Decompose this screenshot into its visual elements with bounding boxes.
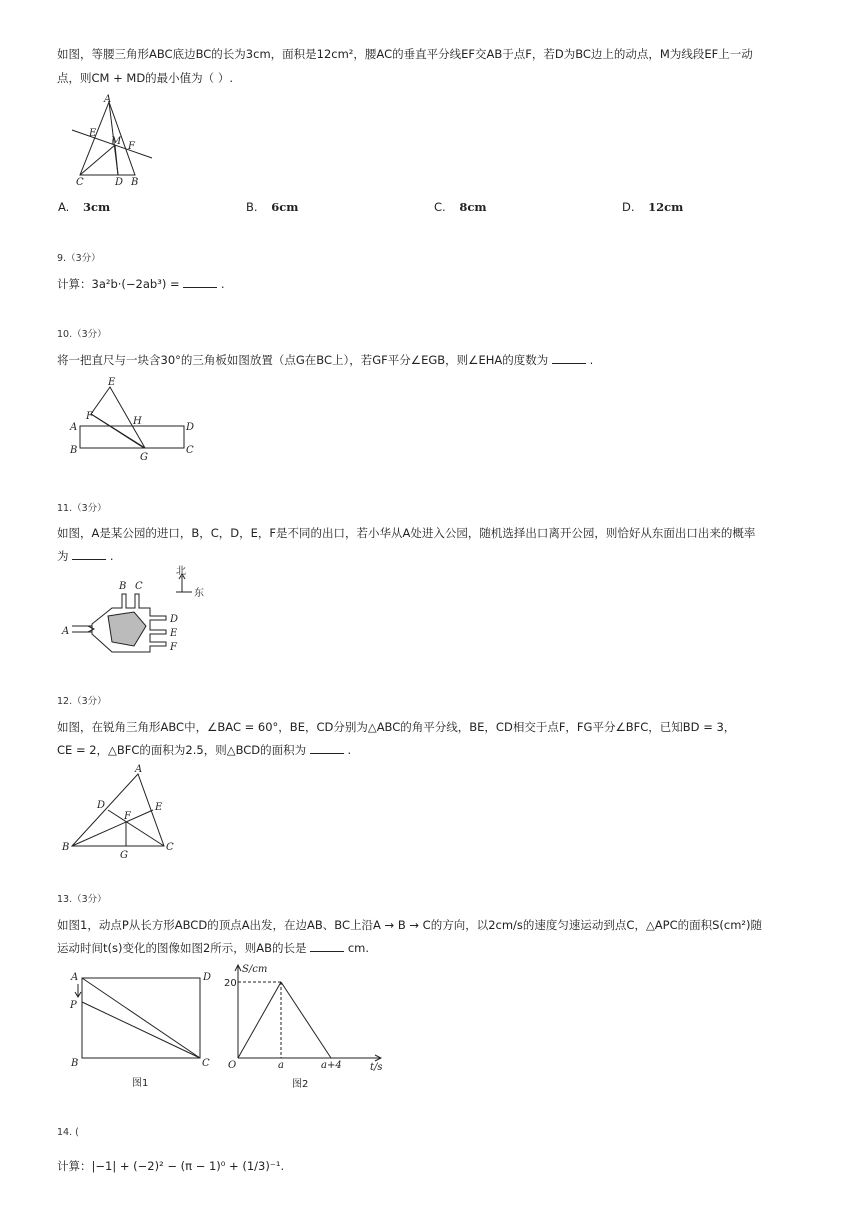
q11-label-b: B <box>119 581 127 592</box>
q8-label-c: C <box>76 177 84 188</box>
q13-fig2-xtick-a: a <box>278 1060 284 1071</box>
q11-line2: 为 . <box>57 549 114 563</box>
q8-label-f: F <box>128 141 135 152</box>
q10-ruler-triangle-figure <box>66 374 206 464</box>
q11-label-a: A <box>62 626 70 637</box>
q13-fig1-label-a: A <box>71 972 79 983</box>
q10-label-a: A <box>70 422 78 433</box>
q11-label-d: D <box>170 614 179 625</box>
q10-header: 10.（3分） <box>57 329 107 340</box>
q12-label-b: B <box>62 842 70 853</box>
q12-triangle-figure <box>60 762 190 862</box>
q13-fig2-x-label: t/s <box>370 1062 383 1073</box>
q11-label-c: C <box>135 581 143 592</box>
q13-fig2-xtick-a4: a+4 <box>321 1060 342 1071</box>
q12-label-e: E <box>155 802 163 813</box>
q12-header: 12.（3分） <box>57 696 107 707</box>
q10-label-g: G <box>140 452 148 463</box>
q13-fig2-peak-label: 20 <box>224 978 237 989</box>
q13-fig1-label-p: P <box>70 1000 77 1011</box>
q8-line1: 如图，等腰三角形ABC底边BC的长为3cm，面积是12cm²，腰AC的垂直平分线EF交AB于点F，若D为BC边上的动点，M为线段EF上一动 <box>57 47 753 61</box>
q8-option-a: A. 3cm <box>58 200 111 214</box>
q14-header: 14. ( <box>57 1127 79 1138</box>
q10-label-d: D <box>186 422 195 433</box>
q12-label-f: F <box>124 811 131 822</box>
q13-line2: 运动时间t(s)变化的图像如图2所示，则AB的长是 cm. <box>57 941 370 955</box>
q11-north-label: 北 <box>176 566 186 577</box>
q10-label-c: C <box>186 445 194 456</box>
q13-fig2-origin-label: O <box>228 1060 237 1071</box>
q13-line1: 如图1，动点P从长方形ABCD的顶点A出发，在边AB、BC上沿A → B → C的方向，以2cm/s的速度匀速运动到点C，△APC的面积S(cm²)随 <box>57 918 763 932</box>
q13-fig2-caption: 图2 <box>292 1079 309 1090</box>
q9-answer-blank[interactable] <box>183 277 217 288</box>
q12-label-a: A <box>135 764 143 775</box>
q10-label-f: F <box>86 411 93 422</box>
q12-label-d: D <box>97 800 106 811</box>
q12-label-c: C <box>166 842 174 853</box>
q8-label-m: M <box>111 136 122 147</box>
q11-label-f: F <box>170 642 177 653</box>
q9-text: 计算：3a²b·(−2ab³) = . <box>57 277 225 291</box>
q10-label-h: H <box>133 416 142 427</box>
q8-label-b: B <box>131 177 139 188</box>
q10-label-b: B <box>70 445 78 456</box>
q10-text: 将一把直尺与一块含30°的三角板如图放置（点G在BC上），若GF平分∠EGB，则∠EHA的度数为 . <box>57 353 594 367</box>
q13-fig1-label-d: D <box>203 972 212 983</box>
q8-label-e: E <box>89 128 97 139</box>
q8-label-d: D <box>115 177 124 188</box>
q12-line2: CE = 2，△BFC的面积为2.5，则△BCD的面积为 . <box>57 743 352 757</box>
q12-label-g: G <box>120 850 128 861</box>
q13-answer-blank[interactable] <box>310 941 344 952</box>
q8-line2: 点，则CM + MD的最小值为（ ）. <box>57 71 233 85</box>
q13-fig1-label-c: C <box>202 1058 210 1069</box>
q9-header: 9.（3分） <box>57 253 101 264</box>
q13-rectangle-figure <box>66 966 216 1091</box>
q13-fig1-label-b: B <box>71 1058 79 1069</box>
q12-line1: 如图，在锐角三角形ABC中，∠BAC = 60°，BE，CD分别为△ABC的角平分线，BE，CD相交于点F，FG平分∠BFC，已知BD = 3， <box>57 720 736 734</box>
q8-triangle-figure <box>60 92 170 192</box>
q11-header: 11.（3分） <box>57 503 107 514</box>
q11-park-figure <box>60 568 220 663</box>
q11-label-e: E <box>170 628 178 639</box>
q8-label-a: A <box>104 94 112 105</box>
q10-label-e: E <box>108 377 116 388</box>
q8-option-c: C. 8cm <box>434 200 487 214</box>
q8-option-d: D. 12cm <box>622 200 684 214</box>
q14-text: 计算：|−1| + (−2)² − (π − 1)⁰ + (1/3)⁻¹. <box>57 1159 285 1173</box>
q8-option-b: B. 6cm <box>246 200 299 214</box>
q11-answer-blank[interactable] <box>72 549 106 560</box>
q12-answer-blank[interactable] <box>310 743 344 754</box>
q13-fig2-y-label: S/cm <box>242 964 268 975</box>
q13-area-graph <box>222 960 392 1092</box>
q10-answer-blank[interactable] <box>552 353 586 364</box>
q11-line1: 如图，A是某公园的进口，B，C，D，E，F是不同的出口，若小华从A处进入公园，随机选择出口离开公园，则恰好从东面出口出来的概率 <box>57 526 756 540</box>
q13-fig1-caption: 图1 <box>132 1078 149 1089</box>
q11-east-label: 东 <box>194 588 204 599</box>
q13-header: 13.（3分） <box>57 894 107 905</box>
